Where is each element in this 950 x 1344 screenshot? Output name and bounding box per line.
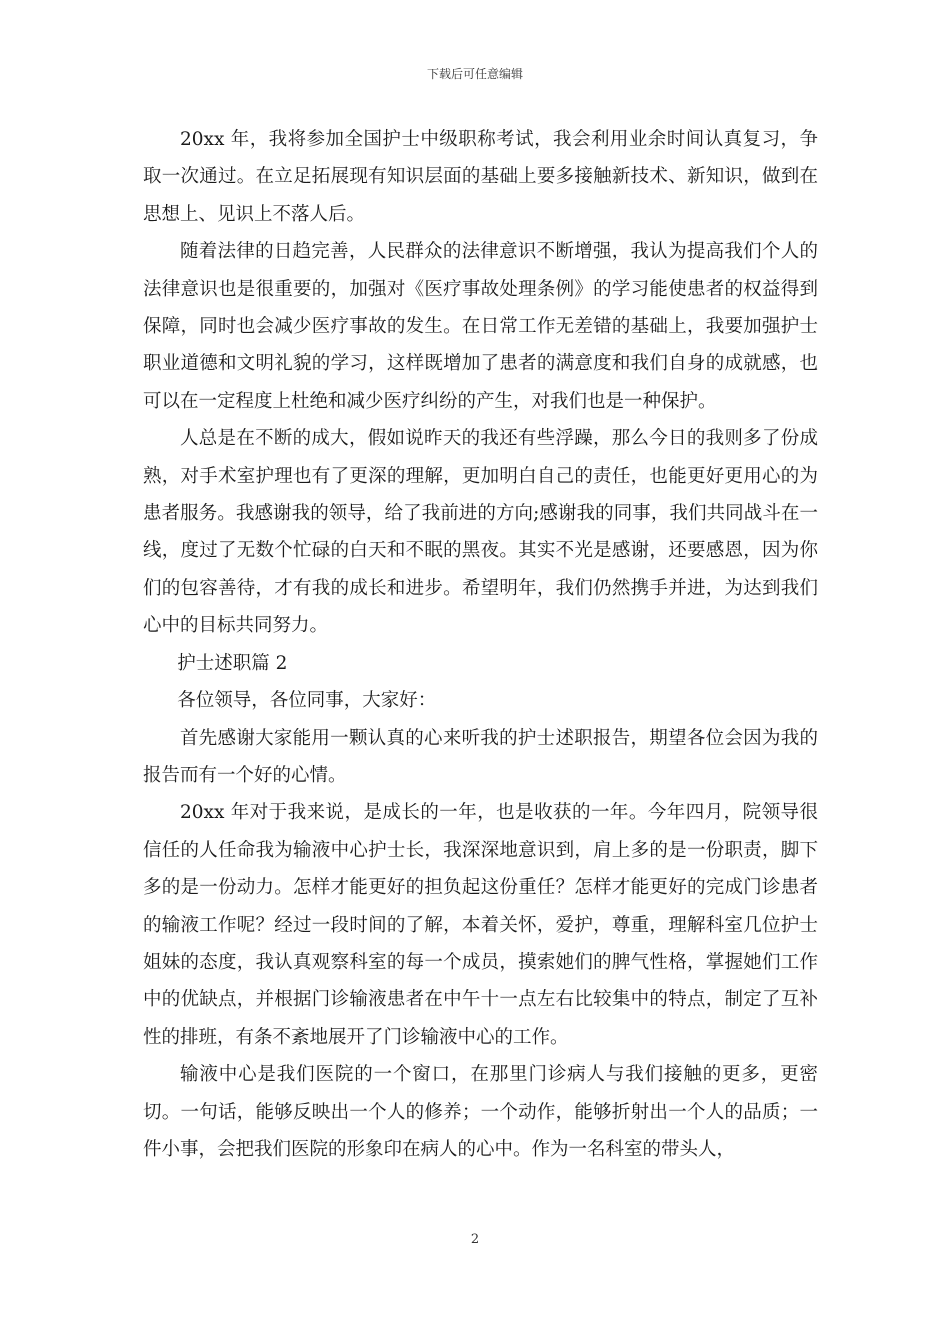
section-heading: 护士述职篇 2 xyxy=(177,652,288,674)
page-number: 2 xyxy=(470,1232,480,1247)
document-body xyxy=(143,121,818,1168)
paragraph-year-review: 20xx 年对于我来说，是成长的一年，也是收获的一年。今年四月，院领导很信任的人任命我为输液中心护士长，我深深地意识到，肩上多的是一份职责，脚下多的是一份动力。怎样才能更好的担负起这份重任？怎样才能更好的完成门诊患者的输液工作呢？经过一段时间的了解，本着关怀，爱护，尊重，理解科室几位护士姐妹的态度，我认真观察科室的每一个成员，摸索她们的脾气性格，掌握她们工作中的优缺点，并根据门诊输液患者在中午十一点左右比较集中的特点，制定了互补性的排班，有条不紊地展开了门诊输液中心的工作。 xyxy=(143,802,818,1048)
greeting: 各位领导，各位同事，大家好： xyxy=(177,690,437,712)
paragraph-exam-plan: 20xx 年，我将参加全国护士中级职称考试，我会利用业余时间认真复习，争取一次通过。在立足拓展现有知识层面的基础上要多接触新技术、新知识，做到在思想上、见识上不落人后。 xyxy=(143,129,818,225)
paragraph-opening: 首先感谢大家能用一颗认真的心来听我的护士述职报告，期望各位会因为我的报告而有一个好的心情。 xyxy=(143,727,818,786)
page-header: 下载后可任意编辑 xyxy=(426,67,523,81)
paragraph-legal-awareness: 随着法律的日趋完善，人民群众的法律意识不断增强，我认为提高我们个人的法律意识也是很重要的，加强对《医疗事故处理条例》的学习能使患者的权益得到保障，同时也会减少医疗事故的发生。在日常工作无差错的基础上，我要加强护士职业道德和文明礼貌的学习，这样既增加了患者的满意度和我们自身的成就感，也可以在一定程度上杜绝和减少医疗纠纷的产生，对我们也是一种保护。 xyxy=(143,241,818,412)
paragraph-infusion-center: 输液中心是我们医院的一个窗口，在那里门诊病人与我们接触的更多，更密切。一句话，能够反映出一个人的修养；一个动作，能够折射出一个人的品质；一件小事，会把我们医院的形象印在病人的心中。作为一名科室的带头人， xyxy=(143,1064,818,1160)
paragraph-growth-thanks: 人总是在不断的成大，假如说昨天的我还有些浮躁，那么今日的我则多了份成熟，对手术室护理也有了更深的理解，更加明白自己的责任，也能更好更用心的为患者服务。我感谢我的领导，给了我前进的方向;感谢我的同事，我们共同战斗在一线，度过了无数个忙碌的白天和不眠的黑夜。其实不光是感谢，还要感恩，因为你们的包容善待，才有我的成长和进步。希望明年，我们仍然携手并进，为达到我们心中的目标共同努力。 xyxy=(143,428,818,637)
